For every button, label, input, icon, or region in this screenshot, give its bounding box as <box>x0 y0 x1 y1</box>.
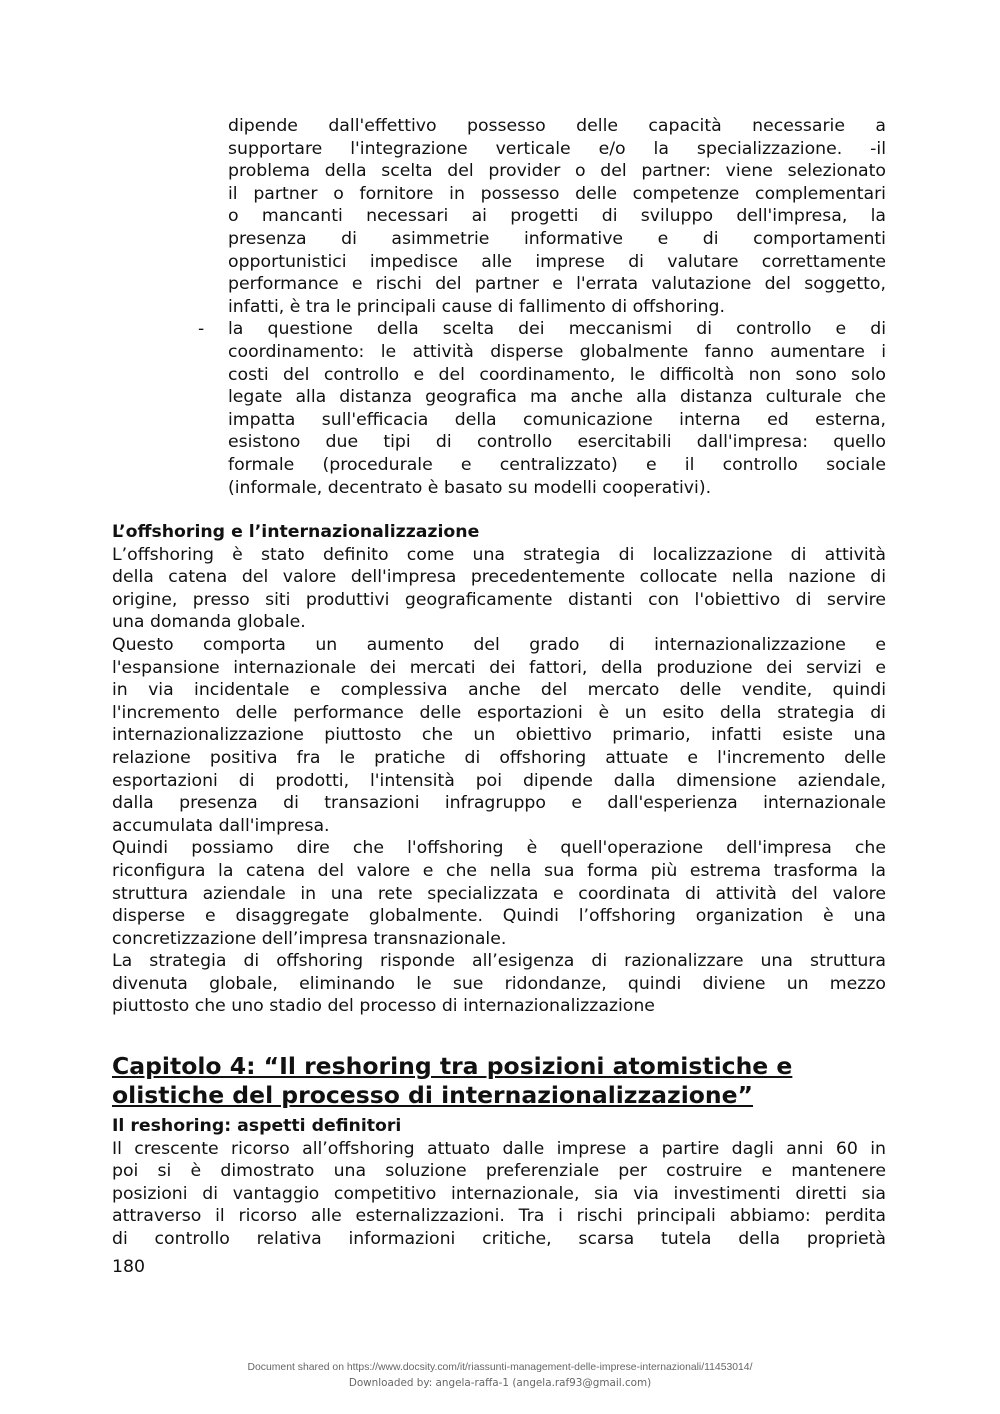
text-line: divenuta globale, eliminando le sue ridondanze, quindi diviene un mezzo <box>112 973 886 994</box>
text-line: infatti, è tra le principali cause di fallimento di offshoring. <box>228 296 725 317</box>
text-line: (informale, decentrato è basato su modelli cooperativi). <box>228 477 712 498</box>
text-line: relazione positiva fra le pratiche di offshoring attuate e l'incremento delle <box>112 747 886 768</box>
text-line: una domanda globale. <box>112 612 306 633</box>
text-line: attraverso il ricorso alle esternalizzazioni. Tra i rischi principali abbiamo: perdita <box>112 1206 886 1227</box>
text-line: opportunistici impedisce alle imprese di valutare correttamente <box>228 251 886 272</box>
text-line: il partner o fornitore in possesso delle competenze complementari <box>228 183 886 204</box>
text-line: struttura aziendale in una rete specializzata e coordinata di attività del valore <box>112 883 886 904</box>
text-line: Questo comporta un aumento del grado di internazionalizzazione e <box>112 634 886 655</box>
text-line: l'espansione internazionale dei mercati dei fattori, della produzione dei servizi e <box>112 657 886 678</box>
text-line: internazionalizzazione piuttosto che un obiettivo primario, infatti esiste una <box>112 725 886 746</box>
text-line: presenza di asimmetrie informative e di comportamenti <box>228 228 886 249</box>
text-line: disperse e disaggregate globalmente. Quindi l’offshoring organization è una <box>112 906 886 927</box>
text-line: La strategia di offshoring risponde all’esigenza di razionalizzare una struttura <box>112 951 886 972</box>
text-line: esistono due tipi di controllo esercitabili dall'impresa: quello <box>228 432 886 453</box>
text-line: origine, presso siti produttivi geograficamente distanti con l'obiettivo di servire <box>112 589 886 610</box>
text-line: coordinamento: le attività disperse globalmente fanno aumentare i <box>228 341 886 362</box>
text-line: Quindi possiamo dire che l'offshoring è quell'operazione dell'impresa che <box>112 838 886 859</box>
section-offshoring <box>112 521 886 1018</box>
page-number: 180 <box>112 1257 145 1277</box>
chapter-title <box>112 1052 886 1110</box>
footer-shared-link[interactable]: Document shared on https://www.docsity.com/it/riassunti-management-delle-imprese-internazionali/11453014/ <box>247 1362 753 1373</box>
text-line: di controllo relativa informazioni critiche, scarsa tutela della proprietà <box>112 1228 886 1249</box>
list-bullet: - <box>198 319 205 339</box>
text-line: l'incremento delle performance delle esportazioni è un esito della strategia di <box>112 702 886 723</box>
text-line: formale (procedurale e centralizzato) e il controllo sociale <box>228 454 886 475</box>
text-line: accumulata dall'impresa. <box>112 815 330 836</box>
section-reshoring <box>112 1115 886 1251</box>
text-line: o mancanti necessari ai progetti di sviluppo dell'impresa, la <box>228 206 886 227</box>
text-line: posizioni di vantaggio competitivo internazionale, sia via investimenti diretti sia <box>112 1183 886 1204</box>
text-line: supportare l'integrazione verticale e/o la specializzazione. -il <box>228 138 886 159</box>
text-line: Il crescente ricorso all’offshoring attuato dalle imprese a partire dagli anni 60 in <box>112 1138 886 1159</box>
chapter-title-line: olistiche del processo di internazionalizzazione” <box>112 1081 754 1109</box>
footer-downloaded-by: Downloaded by: angela-raffa-1 (angela.raf93@gmail.com) <box>348 1377 652 1389</box>
text-line: della catena del valore dell'impresa precedentemente collocate nella nazione di <box>112 567 886 588</box>
text-line: performance e rischi del partner e l'errata valutazione del soggetto, <box>228 274 886 295</box>
text-line: concretizzazione dell’impresa transnazionale. <box>112 928 507 949</box>
list-block <box>228 115 886 499</box>
text-line: esportazioni di prodotti, l'intensità poi dipende dalla dimensione aziendale, <box>112 770 886 791</box>
section-heading: L’offshoring e l’internazionalizzazione <box>112 522 480 542</box>
text-line: dipende dall'effettivo possesso delle capacità necessarie a <box>228 116 886 136</box>
text-line: piuttosto che uno stadio del processo di internazionalizzazione <box>112 996 655 1017</box>
text-line: dalla presenza di transazioni infragruppo e dall'esperienza internazionale <box>112 793 886 814</box>
text-line: costi del controllo e del coordinamento, le difficoltà non sono solo <box>228 364 886 385</box>
text-line: la questione della scelta dei meccanismi di controllo e di <box>228 319 886 340</box>
chapter-title-line: Capitolo 4: “Il reshoring tra posizioni atomistiche e <box>112 1052 793 1080</box>
section-heading: Il reshoring: aspetti definitori <box>112 1116 402 1136</box>
text-line: L’offshoring è stato definito come una strategia di localizzazione di attività <box>112 544 886 565</box>
text-line: poi si è dimostrato una soluzione preferenziale per costruire e mantenere <box>112 1161 886 1182</box>
text-line: impatta sull'efficacia della comunicazione interna ed esterna, <box>228 409 886 430</box>
document-footer <box>0 1361 1000 1391</box>
text-line: legate alla distanza geografica ma anche alla distanza culturale che <box>228 387 886 408</box>
text-line: in via incidentale e complessiva anche del mercato delle vendite, quindi <box>112 680 886 701</box>
text-line: riconfigura la catena del valore e che nella sua forma più estrema trasforma la <box>112 860 886 881</box>
text-line: problema della scelta del provider o del partner: viene selezionato <box>228 161 886 182</box>
